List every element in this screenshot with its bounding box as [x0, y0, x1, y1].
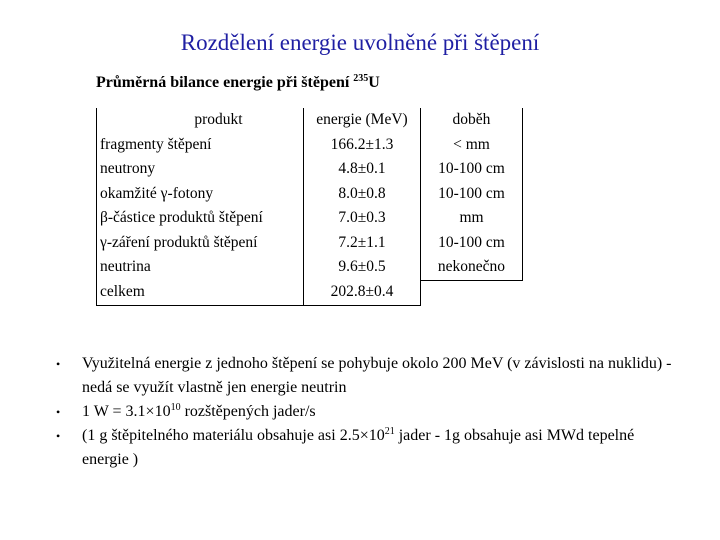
note-text: Využitelná energie z jednoho štěpení se pohybuje okolo 200 MeV (v závislosti na nuklidu) - nedá se využít vlastně jen energie neutrin — [82, 355, 672, 396]
range-cell: nekonečno — [421, 255, 523, 280]
bullet: • — [56, 429, 61, 443]
product-cell: β-částice produktů štěpení — [97, 206, 304, 231]
product-cell: fragmenty štěpení — [97, 133, 304, 158]
bullet: • — [56, 357, 61, 371]
header-product: produkt — [97, 108, 304, 133]
energy-cell: 166.2±1.3 — [304, 133, 421, 158]
subtitle-text: Průměrná bilance energie při štěpení — [96, 74, 354, 91]
empty-cell — [421, 280, 523, 305]
range-cell: 10-100 cm — [421, 157, 523, 182]
table-row — [97, 157, 523, 182]
note-text: (1 g štěpitelného materiálu obsahuje asi 2.5×10 — [82, 427, 385, 444]
table-row — [97, 231, 523, 256]
note-text: jader - 1g obsahuje asi MWd tepelné energie ) — [82, 427, 635, 468]
isotope-mass-number: 235 — [353, 73, 369, 84]
table-header-row — [97, 108, 523, 133]
notes-list — [52, 352, 682, 472]
header-range: doběh — [421, 108, 523, 133]
energy-cell: 9.6±0.5 — [304, 255, 421, 280]
note-text: rozštěpených jader/s — [180, 403, 316, 420]
table-row — [97, 206, 523, 231]
list-item — [52, 400, 682, 424]
product-cell: neutrony — [97, 157, 304, 182]
range-cell: 10-100 cm — [421, 182, 523, 207]
product-cell: neutrina — [97, 255, 304, 280]
energy-cell: 7.0±0.3 — [304, 206, 421, 231]
list-item — [52, 424, 682, 472]
table-row — [97, 133, 523, 158]
product-cell: okamžité γ-fotony — [97, 182, 304, 207]
total-label: celkem — [97, 280, 304, 305]
energy-cell: 7.2±1.1 — [304, 231, 421, 256]
note-text: 1 W = 3.1×10 — [82, 403, 171, 420]
exponent: 21 — [384, 426, 395, 437]
energy-cell: 8.0±0.8 — [304, 182, 421, 207]
energy-cell: 4.8±0.1 — [304, 157, 421, 182]
table-row — [97, 182, 523, 207]
total-energy: 202.8±0.4 — [304, 280, 421, 305]
range-cell: 10-100 cm — [421, 231, 523, 256]
energy-balance-table — [96, 108, 523, 306]
product-cell: γ-záření produktů štěpení — [97, 231, 304, 256]
header-energy: energie (MeV) — [304, 108, 421, 133]
exponent: 10 — [170, 402, 181, 413]
table-total-row — [97, 280, 523, 305]
subtitle — [96, 73, 380, 92]
table-row — [97, 255, 523, 280]
range-cell: mm — [421, 206, 523, 231]
list-item — [52, 352, 682, 400]
isotope-element: U — [368, 74, 380, 91]
bullet: • — [56, 405, 61, 419]
page-title: Rozdělení energie uvolněné při štěpení — [180, 30, 540, 55]
range-cell: < mm — [421, 133, 523, 158]
